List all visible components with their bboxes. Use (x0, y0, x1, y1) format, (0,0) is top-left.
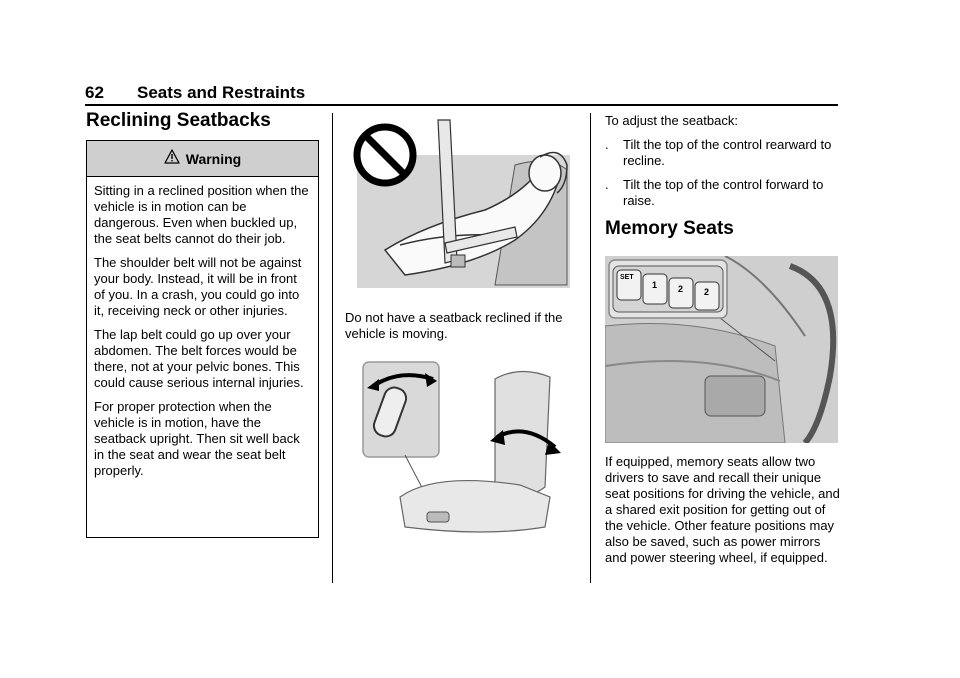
adjust-intro: To adjust the seatback: (605, 113, 738, 128)
memory-buttons-illustration (605, 256, 838, 443)
warning-box (86, 140, 319, 538)
warning-label: Warning (185, 150, 242, 167)
bullet-marker: . (605, 177, 609, 192)
warning-paragraph: The shoulder belt will not be against your body. Instead, it will be in front of you. In a crash, you could go into it, receiving neck or other injuries. (94, 255, 302, 318)
exit-button-label: 2 (704, 287, 710, 297)
list-item: . Tilt the top of the control rearward to recline. (605, 137, 832, 168)
page-number: 62 (85, 83, 104, 102)
header-rule (85, 104, 838, 106)
memory-1-label: 1 (652, 280, 658, 290)
warning-header (87, 141, 318, 177)
seat-control-illustration (345, 357, 570, 542)
set-button-label: SET (620, 274, 634, 281)
reclined-person-illustration (345, 115, 570, 290)
illustration-caption: Do not have a seatback reclined if the vehicle is moving. (345, 310, 563, 341)
memory-heading: Memory Seats (605, 218, 734, 239)
section-title: Seats and Restraints (137, 83, 306, 102)
prohibition-icon (357, 127, 413, 183)
adjust-list (605, 137, 840, 217)
list-item: . Tilt the top of the control forward to raise. (605, 177, 824, 208)
warning-paragraph: For proper protection when the vehicle is in motion, have the seatback upright. Then sit well back in the seat and wear the seat belt properly. (94, 399, 300, 478)
column-divider (332, 113, 333, 583)
reclining-heading: Reclining Seatbacks (86, 110, 271, 131)
warning-paragraph: Sitting in a reclined position when the vehicle is in motion can be dangerous. Even when buckled up, the seat belts cannot do their job. (94, 183, 309, 246)
memory-2-label: 2 (678, 284, 684, 294)
warning-paragraph: The lap belt could go up over your abdomen. The belt forces would be there, not at your pelvic bones. This could cause serious internal injuries. (94, 327, 304, 390)
memory-description: If equipped, memory seats allow two drivers to save and recall their unique seat positions for driving the vehicle, and a shared exit position for getting out of the vehicle. Other feature positions may also be saved, such as power mirrors and power steering wheel, if equipped. (605, 454, 840, 565)
column-divider (590, 113, 591, 583)
bullet-marker: . (605, 137, 609, 152)
warning-body (87, 177, 318, 479)
warning-triangle-icon (164, 149, 180, 169)
